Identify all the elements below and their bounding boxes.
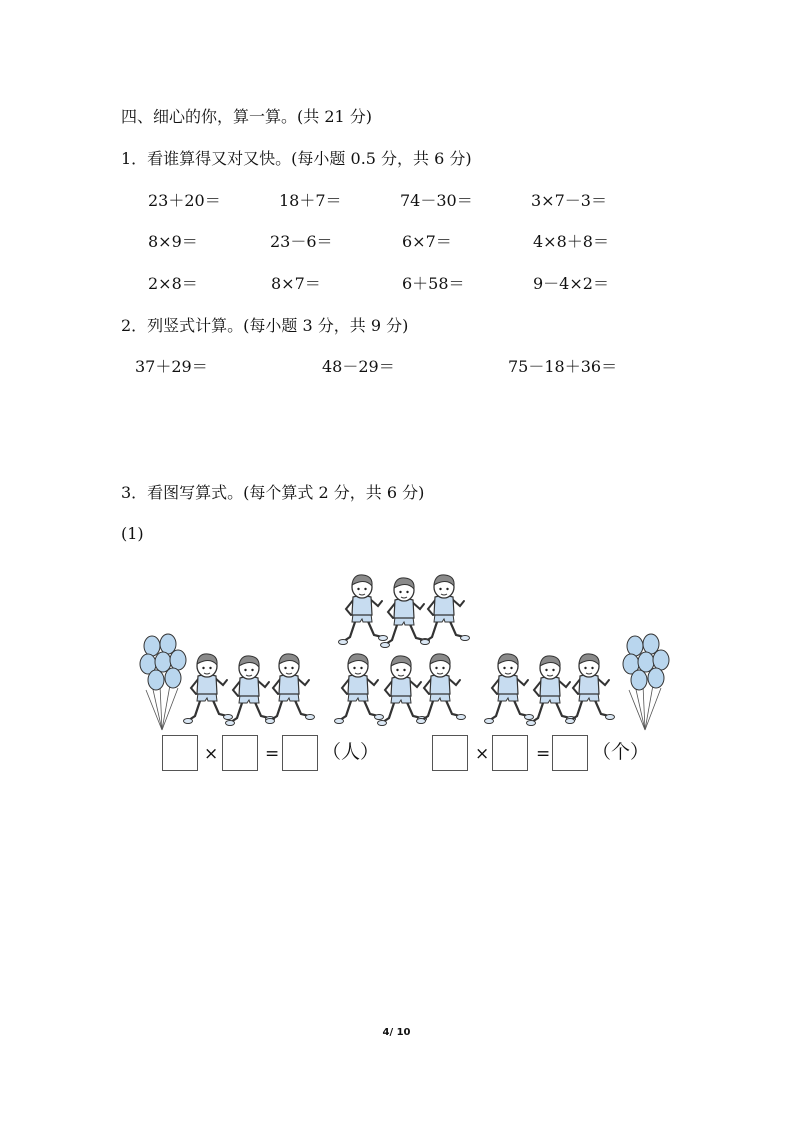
q1-item: 2×8＝: [148, 274, 198, 293]
child-figure: [266, 654, 315, 724]
q1-item: 8×9＝: [148, 232, 198, 251]
balloon-bunch: [623, 634, 669, 730]
answer-box[interactable]: [432, 735, 468, 771]
child-figure: [378, 656, 427, 726]
equals-sign: =: [536, 744, 551, 764]
q2-item: 75－18＋36＝: [508, 357, 618, 376]
answer-box[interactable]: [492, 735, 528, 771]
q1-item: 74－30＝: [400, 191, 473, 210]
times-sign: ×: [475, 744, 490, 764]
answer-box[interactable]: [222, 735, 258, 771]
child-figure: [417, 654, 466, 724]
q1-item: 18＋7＝: [279, 191, 342, 210]
q3-title: 3．看图写算式。(每个算式 2 分，共 6 分): [121, 483, 425, 502]
page-number: 4/ 10: [382, 1027, 411, 1038]
q1-item: 4×8＋8＝: [533, 232, 609, 251]
answer-box[interactable]: [282, 735, 318, 771]
q1-item: 6＋58＝: [402, 274, 465, 293]
q2-title: 2．列竖式计算。(每小题 3 分，共 9 分): [121, 316, 409, 335]
child-figure: [527, 656, 576, 726]
q3-sub1-label: (1): [121, 524, 144, 543]
answer-box[interactable]: [552, 735, 588, 771]
child-figure: [184, 654, 233, 724]
answer-box[interactable]: [162, 735, 198, 771]
q1-item: 9－4×2＝: [533, 274, 609, 293]
q2-item: 48－29＝: [322, 357, 395, 376]
q1-item: 23＋20＝: [148, 191, 221, 210]
child-figure: [226, 656, 275, 726]
child-figure: [421, 575, 470, 645]
q1-item: 8×7＝: [271, 274, 321, 293]
unit-label: （个）: [592, 741, 650, 763]
q1-item: 3×7－3＝: [531, 191, 607, 210]
balloon-bunch: [140, 634, 186, 730]
q1-title: 1．看谁算得又对又快。(每小题 0.5 分，共 6 分): [121, 149, 472, 168]
child-figure: [335, 654, 384, 724]
section-title: 四、细心的你，算一算。(共 21 分): [121, 107, 373, 126]
q1-item: 23－6＝: [270, 232, 333, 251]
q1-item: 6×7＝: [402, 232, 452, 251]
times-sign: ×: [204, 744, 219, 764]
equals-sign: =: [265, 744, 280, 764]
child-figure: [566, 654, 615, 724]
unit-label: （人）: [322, 741, 380, 763]
q2-item: 37＋29＝: [135, 357, 208, 376]
child-figure: [485, 654, 534, 724]
child-figure: [339, 575, 388, 645]
